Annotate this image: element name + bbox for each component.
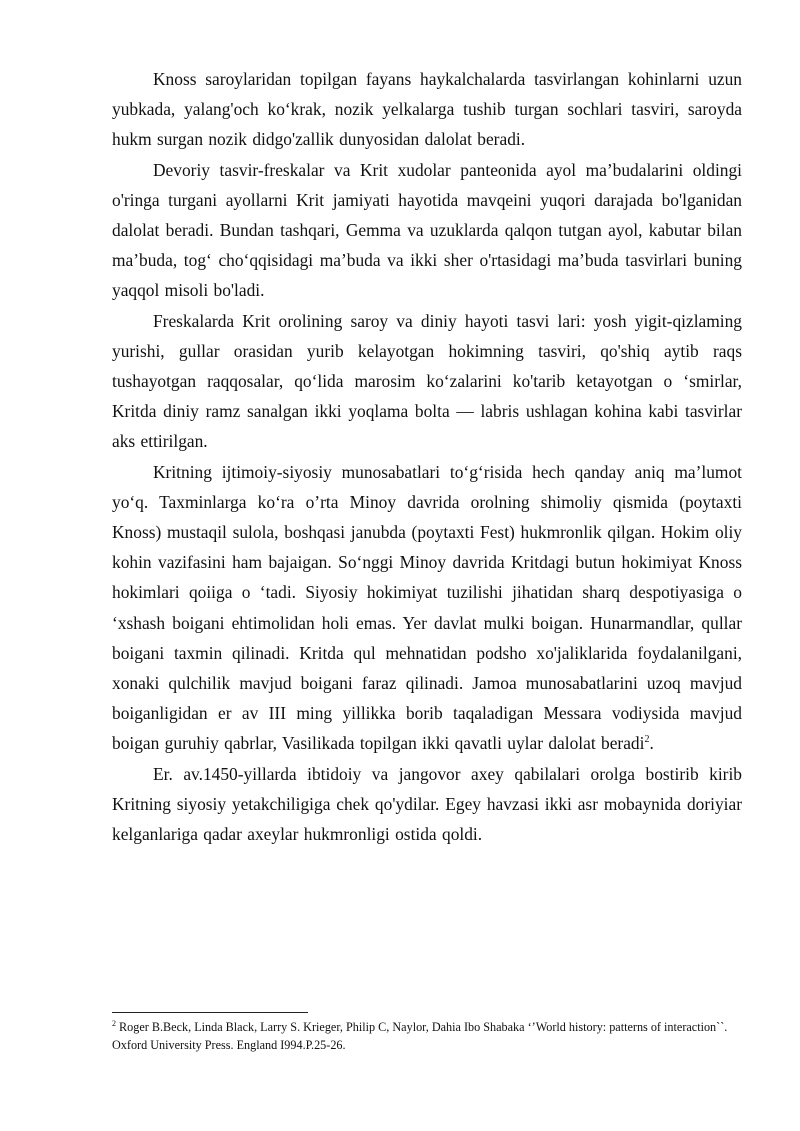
document-body bbox=[112, 64, 742, 849]
paragraph-text: Kritning ijtimoiy-siyosiy munosabatlari to‘g‘risida hech qanday aniq ma’lumot yo‘q. Taxminlarga ko‘ra o’rta Minoy davrida orolning shimoliy qismida (poytaxti Knoss) mustaqil sulola, boshqasi janubda (poytaxti Fest) hukmronlik qilgan. Hokim oliy kohin vazifasini ham bajaigan. So‘nggi Minoy davrida Kritdagi butun hokimiyat Knoss hokimlari qoiiga o ‘tadi. Siyosiy hokimiyat tuzilishi jihatidan sharq despotiyasiga o ‘xshash boigani ehtimolidan holi emas. Yer davlat mulki boigan. Hunarmandlar, qullar boigani taxmin qilinadi. Kritda qul mehnatidan podsho xo'jaliklarida foydalanilgani, xonaki qulchilik mavjud boigani faraz qilinadi. Jamoa munosabatlarini uzoq mavjud boiganligidan er av III ming yillikka borib taqaladigan Messara vodiysida mavjud boigan guruhiy qabrlar, Vasilikada topilgan ikki qavatli uylar dalolat beradi bbox=[112, 461, 742, 754]
footnote-reference[interactable]: 2 bbox=[644, 734, 650, 746]
footnote-separator bbox=[112, 1012, 308, 1013]
paragraph-text: Freskalarda Krit orolining saroy va diniy hayoti tasvi lari: yosh yigit-qizlaming yurishi, gullar orasidan yurib kelayotgan hokimning tasviri, qo'shiq aytib raqs tushayotgan raqqosalar, qo‘lida marosim ko‘zalarini ko'tarib ketayotgan o ‘smirlar, Kritda diniy ramz sanalgan ikki yoqlama bolta — labris ushlagan kohina kabi tasvirlar aks ettirilgan. bbox=[112, 310, 742, 452]
footnote-text: Roger B.Beck, Linda Black, Larry S. Krieger, Philip C, Naylor, Dahia Ibo Shabaka ‘’World history: patterns of interaction``. Oxford University Press. England I994.P.25-26. bbox=[112, 1020, 728, 1052]
paragraph-socio-political bbox=[112, 457, 742, 759]
paragraph-text: Devoriy tasvir-freskalar va Krit xudolar panteonida ayol ma’budalarini oldingi o'ringa turgani ayollarni Krit jamiyati hayotida mavqeini yuqori darajada bo'lganidan dalolat beradi. Bundan tashqari, Gemma va uzuklarda qalqon tutgan ayol, kabutar bilan ma’buda, tog‘ cho‘qqisidagi ma’buda va ikki sher o'rtasidagi ma’buda tasvirlari buning yaqqol misoli bo'ladi. bbox=[112, 159, 742, 301]
paragraph-fresco-scenes bbox=[112, 306, 742, 457]
paragraph-knoss-figurines bbox=[112, 64, 742, 155]
footnote bbox=[112, 1018, 742, 1054]
footnote-marker: 2 bbox=[112, 1018, 116, 1028]
paragraph-goddesses-frescoes bbox=[112, 155, 742, 306]
paragraph-text: Knoss saroylaridan topilgan fayans haykalchalarda tasvirlangan kohinlarni uzun yubkada, yalang'och ko‘krak, nozik yelkalarga tushib turgan sochlari tasviri, saroyda hukm surgan nozik didgo'zallik dunyosidan dalolat beradi. bbox=[112, 69, 742, 150]
paragraph-tail: . bbox=[649, 733, 654, 754]
paragraph-text: Er. av.1450-yillarda ibtidoiy va jangovor axey qabilalari orolga bostirib kirib Kritning siyosiy yetakchiligiga chek qo'ydilar. Egey havzasi ikki asr mobaynida doriyiar kelganlariga qadar axeylar hukmronligi ostida qoldi. bbox=[112, 763, 742, 845]
paragraph-achaean-invasion bbox=[112, 759, 742, 850]
